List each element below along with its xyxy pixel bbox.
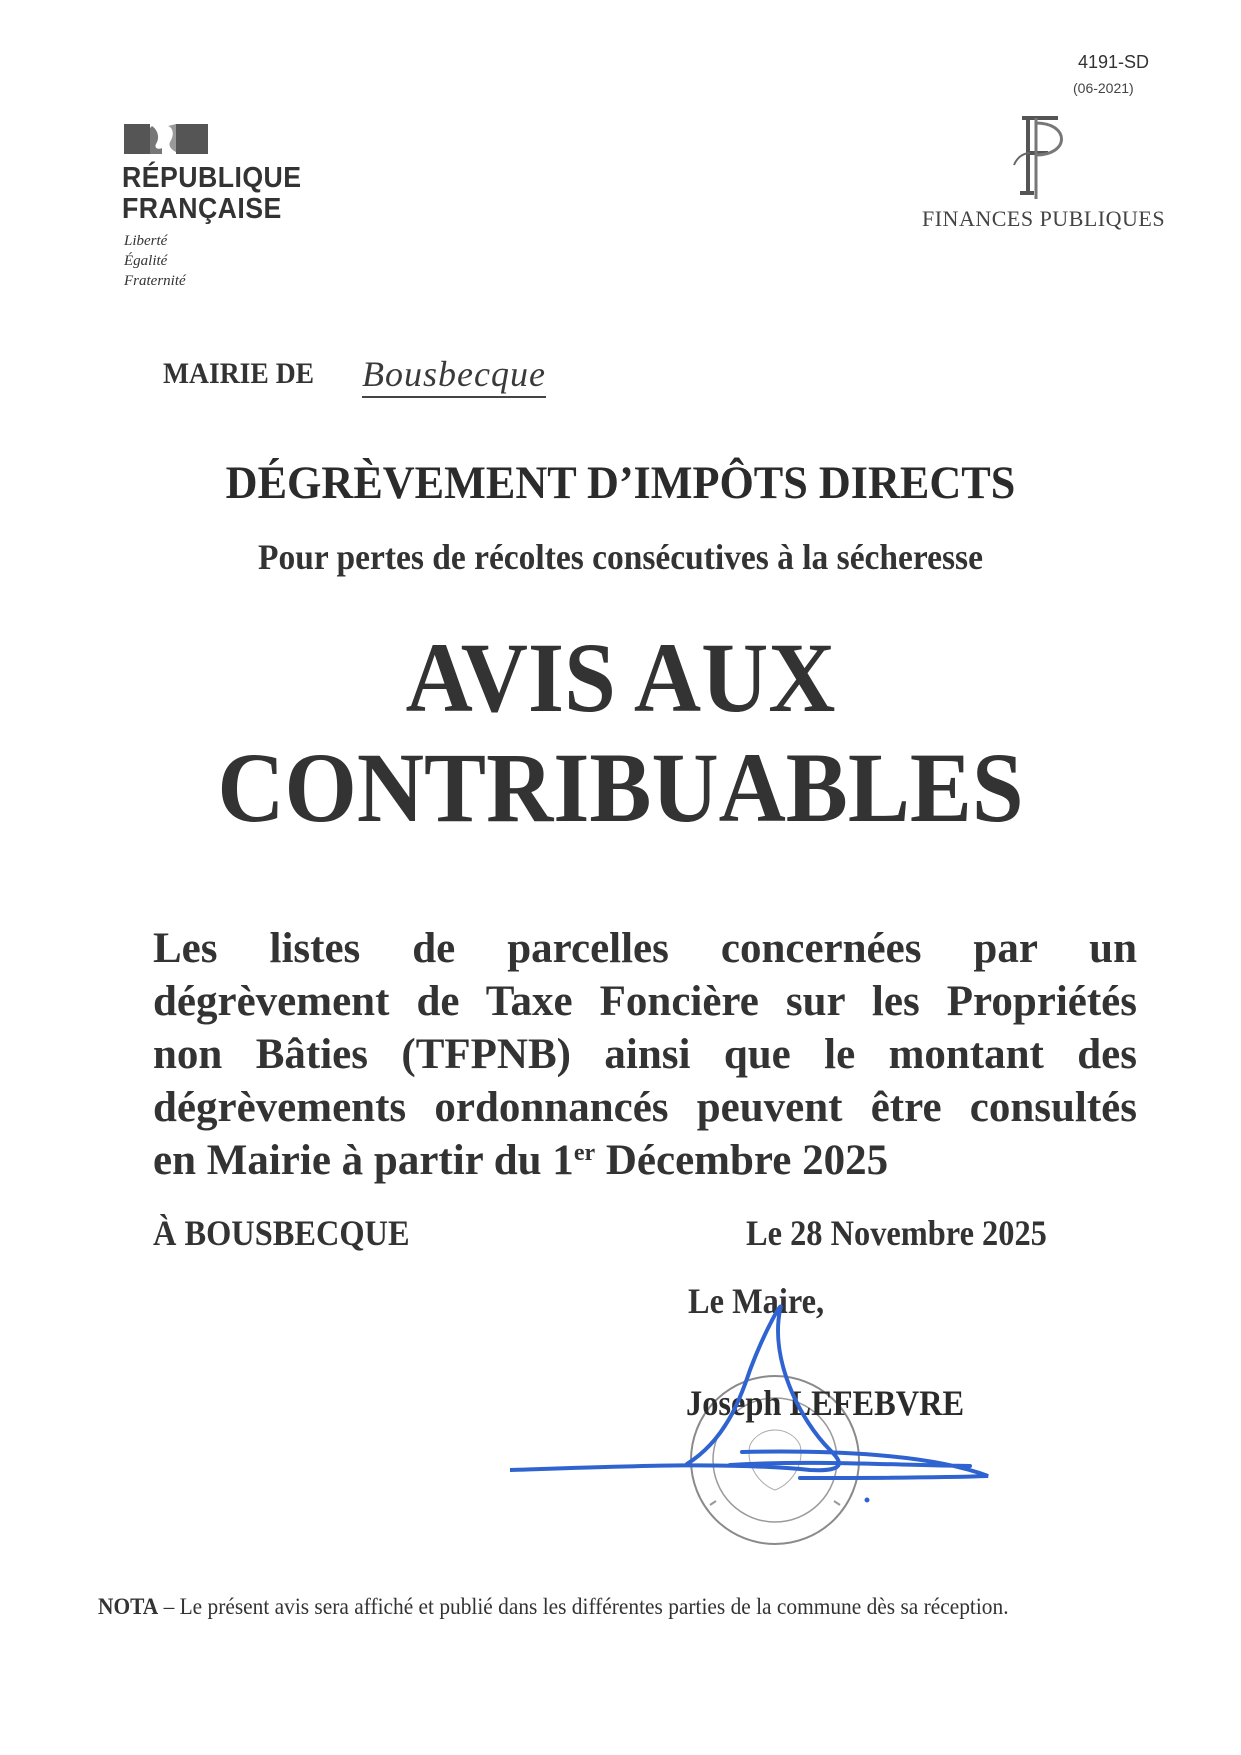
body-line: dégrèvements ordonnancés peuvent être consultés bbox=[153, 1084, 1137, 1131]
body-line: non Bâties (TFPNB) ainsi que le montant des bbox=[153, 1031, 1137, 1078]
nota-footnote bbox=[98, 1594, 1009, 1620]
body-last-suffix: Décembre 2025 bbox=[595, 1137, 889, 1184]
notice-body bbox=[153, 922, 1137, 1187]
body-line: dégrèvement de Taxe Foncière sur les Propriétés bbox=[153, 978, 1137, 1025]
body-line: Les listes de parcelles concernées par un bbox=[153, 925, 1137, 972]
signatory-title: Le Maire, bbox=[688, 1281, 825, 1321]
document-title: DÉGRÈVEMENT D’IMPÔTS DIRECTS bbox=[225, 457, 1016, 509]
notice-heading-line2: CONTRIBUABLES bbox=[217, 732, 1024, 843]
nota-text: – Le présent avis sera affiché et publié dans les différentes parties de la commune dès sa réception. bbox=[158, 1594, 1009, 1619]
mayor-signature bbox=[510, 1300, 1110, 1530]
marianne-logo-icon bbox=[124, 124, 208, 154]
republique-line2: FRANÇAISE bbox=[122, 193, 282, 225]
body-line-last bbox=[153, 1134, 1137, 1187]
finances-publiques-label: FINANCES PUBLIQUES bbox=[922, 206, 1166, 231]
body-last-prefix: en Mairie à partir du 1 bbox=[153, 1137, 574, 1184]
nota-label: NOTA bbox=[98, 1594, 159, 1619]
finances-publiques-monogram-icon bbox=[1000, 115, 1080, 200]
document-subtitle: Pour pertes de récoltes consécutives à la sécheresse bbox=[258, 537, 983, 577]
place: À BOUSBECQUE bbox=[153, 1213, 410, 1253]
republique-line1: RÉPUBLIQUE bbox=[122, 162, 302, 194]
mairie-label: MAIRIE DE bbox=[163, 357, 315, 390]
motto-egalite: Égalité bbox=[124, 253, 168, 269]
notice-heading-line1: AVIS AUX bbox=[405, 622, 836, 733]
form-date: (06-2021) bbox=[1073, 80, 1134, 96]
handwritten-commune-name: Bousbecque bbox=[362, 352, 546, 398]
body-last-sup: er bbox=[573, 1140, 596, 1166]
motto-fraternite: Fraternité bbox=[124, 273, 186, 289]
date: Le 28 Novembre 2025 bbox=[746, 1213, 1047, 1253]
motto-liberte: Liberté bbox=[124, 233, 168, 249]
signatory-name: Joseph LEFEBVRE bbox=[686, 1383, 965, 1423]
form-code: 4191-SD bbox=[1077, 52, 1149, 72]
